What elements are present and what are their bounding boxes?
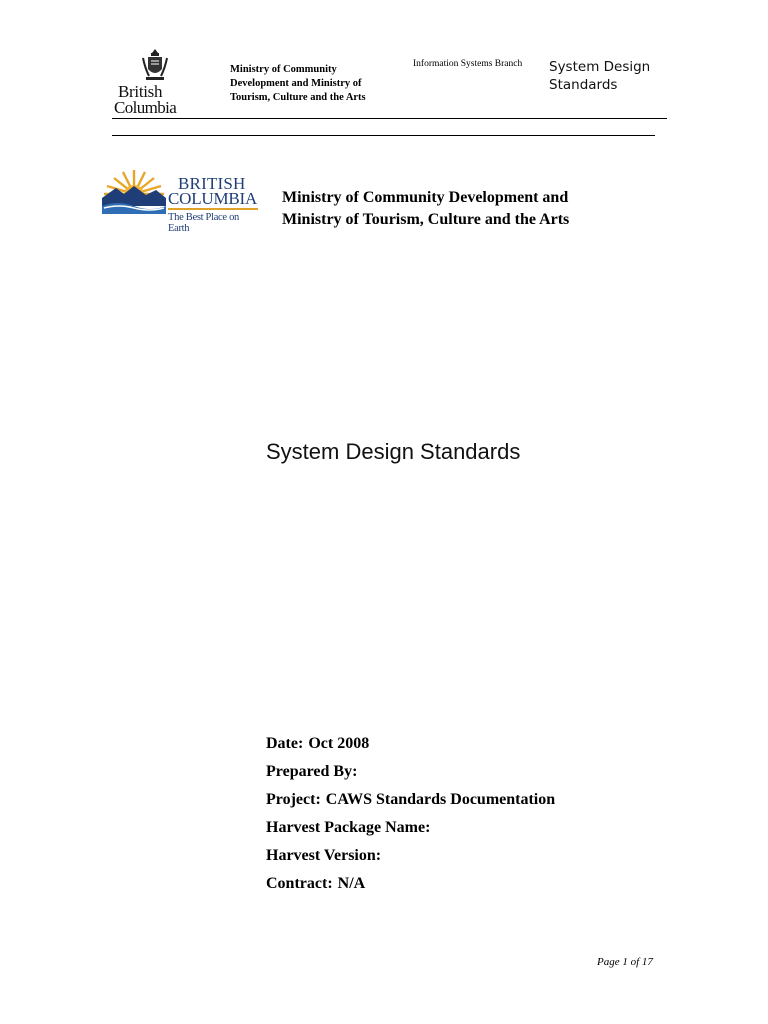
logo-word-columbia: COLUMBIA [168, 189, 258, 208]
meta-label: Harvest Version: [266, 847, 382, 864]
meta-value: Oct 2008 [308, 735, 370, 752]
crest-word-british: British [118, 82, 163, 101]
logo-divider [168, 208, 258, 210]
header-divider-secondary [112, 135, 655, 136]
meta-row-project [266, 789, 555, 817]
header-branch: Information Systems Branch [413, 59, 523, 69]
header-document-title-line: System Design [549, 59, 651, 75]
meta-row-prepared-by [266, 761, 555, 789]
crest-word-columbia: Columbia [114, 98, 177, 117]
header-document-title-line: Standards [549, 77, 618, 93]
meta-label: Harvest Package Name: [266, 819, 431, 836]
logo-word-british: BRITISH [178, 174, 246, 193]
organization-title-line: Ministry of Tourism, Culture and the Arts [282, 211, 570, 228]
meta-row-date [266, 733, 555, 761]
sunrise-icon [102, 168, 166, 214]
organization-title [282, 187, 569, 231]
document-title: System Design Standards [266, 439, 521, 464]
header-ministry-line: Development and Ministry of [230, 78, 362, 89]
meta-row-contract [266, 873, 555, 901]
crest-logo [112, 48, 198, 116]
header-document-title [549, 58, 669, 94]
header-ministry [230, 63, 400, 105]
meta-label: Project: [266, 791, 321, 808]
bc-logo [102, 168, 262, 234]
page-number: Page 1 of 17 [597, 956, 653, 968]
meta-label: Date: [266, 735, 304, 752]
document-metadata [266, 733, 555, 901]
header-divider [112, 118, 667, 119]
header-ministry-line: Ministry of Community [230, 64, 337, 75]
meta-row-harvest-package [266, 817, 555, 845]
header-ministry-line: Tourism, Culture and the Arts [230, 92, 366, 103]
logo-tagline: The Best Place on Earth [168, 212, 240, 234]
meta-label: Prepared By: [266, 763, 358, 780]
meta-value: N/A [337, 875, 366, 892]
meta-value: CAWS Standards Documentation [325, 791, 556, 808]
coat-of-arms-icon [140, 48, 170, 82]
organization-title-line: Ministry of Community Development and [282, 189, 569, 206]
meta-row-harvest-version [266, 845, 555, 873]
meta-label: Contract: [266, 875, 333, 892]
